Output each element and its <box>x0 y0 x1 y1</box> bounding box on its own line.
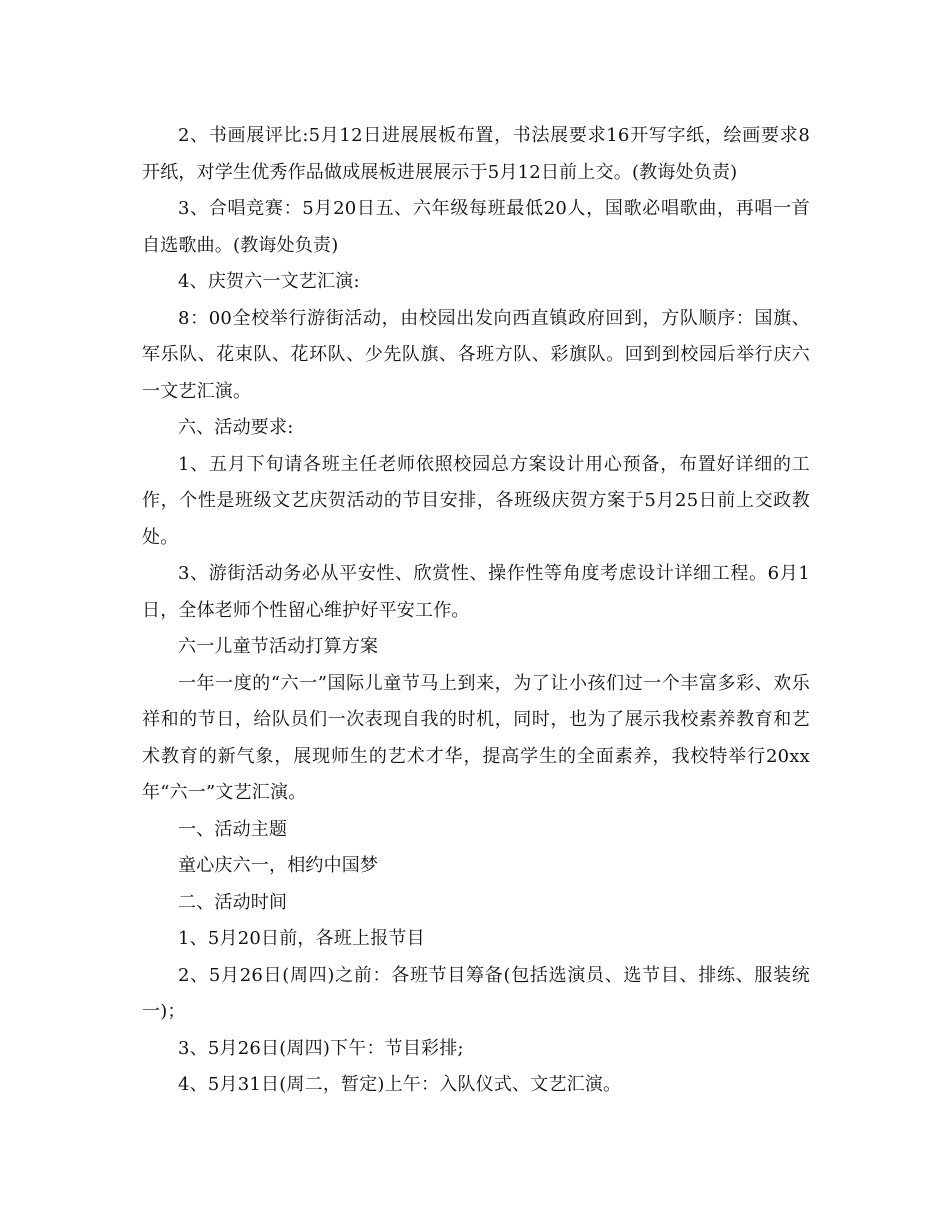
schedule-item-2: 2、5月26日(周四)之前：各班节目筹备(包括选演员、选节目、排练、服装统一)； <box>142 964 810 1022</box>
paragraph-calligraphy-exhibition: 2、书画展评比:5月12日进展展板布置，书法展要求16开写字纸，绘画要求8开纸，对学生优秀作品做成展板进展展示于5月12日前上交。(教诲处负责) <box>142 125 810 183</box>
paragraph-introduction: 一年一度的“六一”国际儿童节马上到来，为了让小孩们过一个丰富多彩、欢乐祥和的节日，给队员们一次表现自我的时机，同时，也为了展示我校素养教育和艺术教育的新气象，展现师生的艺术才华，提高学生的全面素养，我校特举行20xx年“六一”文艺汇演。 <box>142 672 810 803</box>
schedule-item-1: 1、5月20日前，各班上报节目 <box>178 928 425 949</box>
paragraph-requirement-1: 1、五月下旬请各班主任老师依照校园总方案设计用心预备，布置好详细的工作，个性是班级文艺庆贺活动的节目安排，各班级庆贺方案于5月25日前上交政教处。 <box>142 453 810 548</box>
paragraph-art-show-heading: 4、庆贺六一文艺汇演: <box>178 271 360 292</box>
section-title-plan: 六一儿童节活动打算方案 <box>178 636 379 657</box>
schedule-item-4: 4、5月31日(周二，暂定)上午：入队仪式、文艺汇演。 <box>178 1074 622 1095</box>
heading-activity-requirements: 六、活动要求: <box>178 417 294 438</box>
paragraph-requirement-3: 3、游街活动务必从平安性、欣赏性、操作性等角度考虑设计详细工程。6月1日，全体老师个性留心维护好平安工作。 <box>142 563 810 621</box>
heading-activity-theme: 一、活动主题 <box>178 818 288 840</box>
paragraph-chorus-contest: 3、合唱竞赛：5月20日五、六年级每班最低20人，国歌必唱歌曲，再唱一首自选歌曲。(教诲处负责) <box>142 198 810 256</box>
document-body <box>142 118 810 1104</box>
paragraph-theme: 童心庆六一，相约中国梦 <box>178 855 379 876</box>
heading-activity-time: 二、活动时间 <box>178 891 288 913</box>
paragraph-parade: 8：00全校举行游街活动，由校园出发向西直镇政府回到，方队顺序：国旗、军乐队、花束队、花环队、少先队旗、各班方队、彩旗队。回到到校园后举行庆六一文艺汇演。 <box>142 307 810 402</box>
schedule-item-3: 3、5月26日(周四)下午：节目彩排; <box>178 1037 464 1059</box>
